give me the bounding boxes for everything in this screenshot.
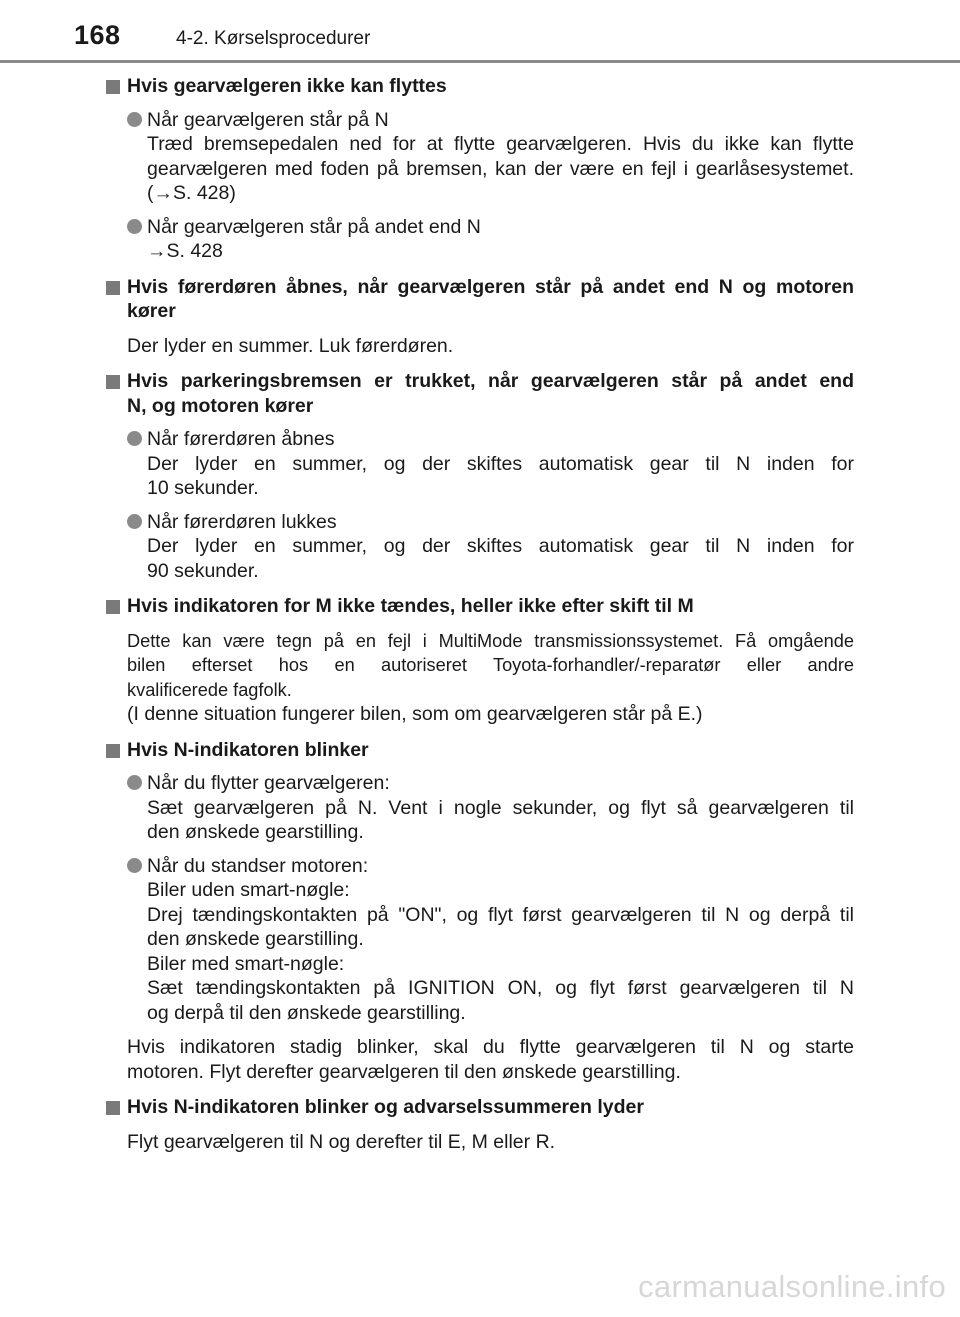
- square-bullet-icon: [106, 600, 120, 614]
- section-heading: Hvis indikatoren for M ikke tændes, heller ikke efter skift til M: [106, 594, 854, 619]
- list-item: Når gearvælgeren står på andet end N →S. 428: [106, 215, 854, 264]
- circle-bullet-icon: [127, 858, 142, 873]
- section-heading: Hvis N-indikatoren blinker og advarselssummeren lyder: [106, 1095, 854, 1120]
- page-header: [0, 0, 960, 60]
- list-item: Når gearvælgeren står på N Træd bremsepedalen ned for at flytte gearvælgeren. Hvis du ikke kan flytte gearvælgeren med foden på bremsen, kan der være en fejl i gearlåsesystemet. (→S. 428): [106, 108, 854, 206]
- square-bullet-icon: [106, 375, 120, 389]
- header-divider: [0, 60, 960, 63]
- page-content: [106, 74, 854, 1154]
- list-item: Når du standser motoren: Biler uden smart-nøgle: Drej tændingskontakten på "ON", og flyt først gearvælgeren til N og derpå til den ønskede gearstilling. Biler med smart-nøgle: Sæt tændingskontakten på IGNITION ON, og flyt først gearvælgeren til N og derpå til den ønskede gearstilling.: [106, 854, 854, 1026]
- page-number: 168: [74, 20, 121, 50]
- list-item: Når du flytter gearvælgeren: Sæt gearvælgeren på N. Vent i nogle sekunder, og flyt så gearvælgeren til den ønskede gearstilling.: [106, 771, 854, 845]
- paragraph: Hvis indikatoren stadig blinker, skal du flytte gearvælgeren til N og starte motoren. Flyt derefter gearvælgeren til den ønskede gearstilling.: [127, 1036, 854, 1083]
- square-bullet-icon: [106, 281, 120, 295]
- list-item: Når førerdøren lukkes Der lyder en summer, og der skiftes automatisk gear til N inden for 90 sekunder.: [106, 510, 854, 584]
- square-bullet-icon: [106, 1101, 120, 1115]
- circle-bullet-icon: [127, 514, 142, 529]
- section-title: 4-2. Kørselsprocedurer: [176, 28, 371, 49]
- circle-bullet-icon: [127, 112, 142, 127]
- watermark: carmanualsonline.info: [638, 1269, 946, 1304]
- list-item: Når førerdøren åbnes Der lyder en summer, og der skiftes automatisk gear til N inden for 10 sekunder.: [106, 427, 854, 501]
- section-heading: Hvis førerdøren åbnes, når gearvælgeren står på andet end N og motoren kører: [106, 275, 854, 324]
- section-heading: Hvis gearvælgeren ikke kan flyttes: [106, 74, 854, 99]
- section-heading: Hvis parkeringsbremsen er trukket, når gearvælgeren står på andet end N, og motoren kører: [106, 369, 854, 418]
- square-bullet-icon: [106, 744, 120, 758]
- paragraph: Der lyder en summer. Luk førerdøren.: [127, 334, 454, 357]
- section-heading: Hvis N-indikatoren blinker: [106, 738, 854, 763]
- circle-bullet-icon: [127, 775, 142, 790]
- circle-bullet-icon: [127, 431, 142, 446]
- paragraph: Flyt gearvælgeren til N og derefter til E, M eller R.: [127, 1130, 556, 1153]
- square-bullet-icon: [106, 80, 120, 94]
- paragraph: Dette kan være tegn på en fejl i MultiMode transmissionssystemet. Få omgående bilen efterset hos en autoriseret Toyota-forhandler/-reparatør eller andre kvalificerede fagfolk. (I denne situation fungerer bilen, som om gearvælgeren står på E.): [127, 630, 854, 725]
- circle-bullet-icon: [127, 219, 142, 234]
